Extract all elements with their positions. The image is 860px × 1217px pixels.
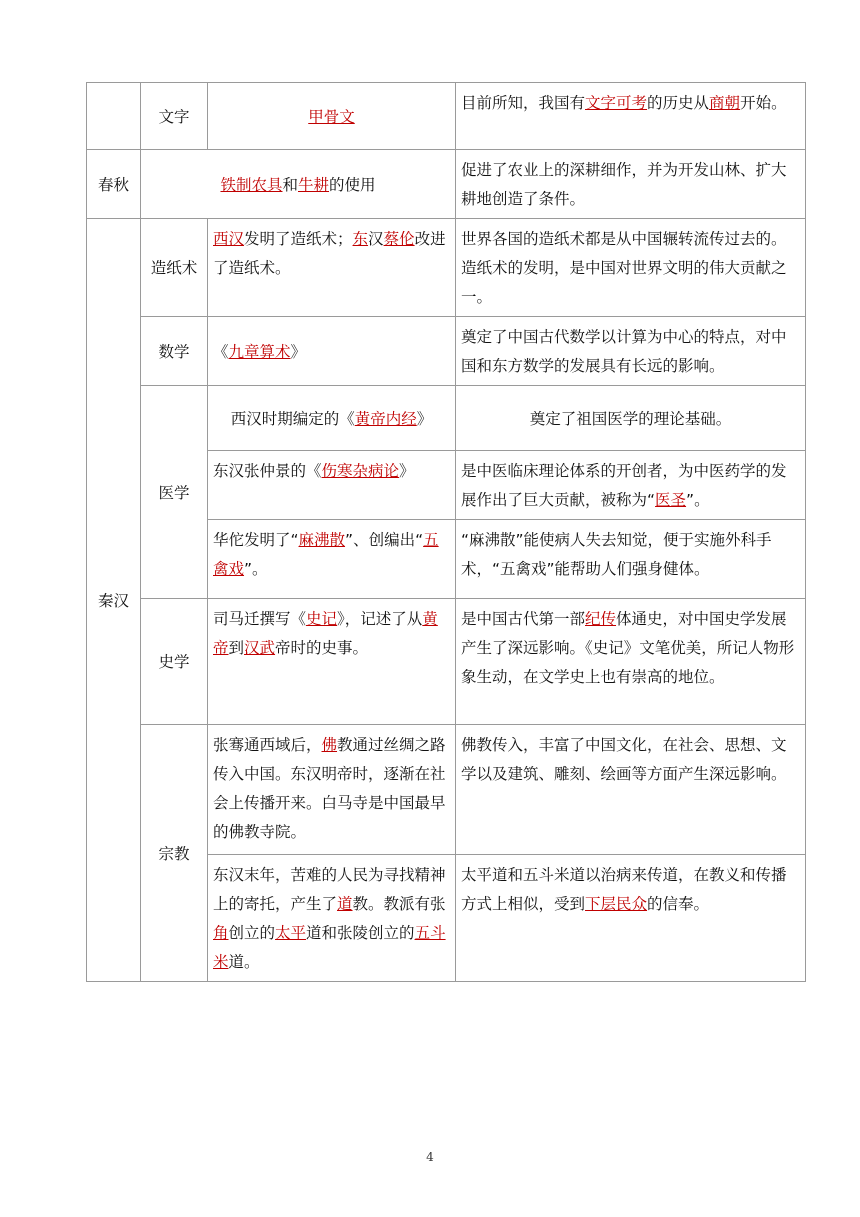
- text-span: 的历史从: [647, 94, 710, 112]
- text-span: 道。: [228, 953, 260, 971]
- text-span: 帝时的史事。: [275, 639, 369, 657]
- era-cell: 春秋: [87, 150, 141, 219]
- text-span: 东汉张仲景的《: [213, 462, 322, 480]
- text-span: 》: [399, 462, 415, 480]
- text-span: 西汉时期编定的《: [230, 409, 355, 428]
- text-span: 是中国古代第一部: [461, 610, 586, 628]
- item-cell: [208, 599, 456, 725]
- item-cell: [208, 520, 456, 599]
- text-span: 汉: [368, 230, 384, 248]
- text-span: 司马迁撰写《: [213, 610, 307, 628]
- category-cell: 医学: [141, 386, 208, 599]
- highlight-term: 道: [337, 895, 353, 913]
- highlight-term: 文字可考: [585, 94, 648, 112]
- highlight-term: 甲骨文: [308, 107, 355, 126]
- page-number: 4: [426, 1150, 434, 1164]
- text-span: 开始。: [740, 94, 787, 112]
- item-cell: [208, 386, 456, 451]
- text-span: 》: [290, 342, 307, 361]
- text-span: 的使用: [329, 175, 376, 194]
- effect-cell: 奠定了祖国医学的理论基础。: [456, 386, 806, 451]
- highlight-term: 史记: [306, 610, 338, 628]
- highlight-term: 医圣: [655, 491, 687, 509]
- text-span: 是中医临床理论体系的开创者，为中医药学的发展作出了巨大贡献，被称为“: [461, 462, 787, 509]
- highlight-term: 蔡伦: [383, 230, 415, 248]
- highlight-term: 铁制农具: [220, 175, 283, 194]
- text-span: 发明了造纸术；: [244, 230, 353, 248]
- text-span: 的信奉。: [647, 895, 710, 913]
- effect-cell: 奠定了中国古代数学以计算为中心的特点，对中国和东方数学的发展具有长远的影响。: [456, 317, 806, 386]
- text-span: 道和张陵创立的: [306, 924, 415, 942]
- table-row: [87, 219, 806, 317]
- item-cell: [208, 317, 456, 386]
- item-cell: [208, 451, 456, 520]
- effect-cell: 促进了农业上的深耕细作，并为开发山林、扩大耕地创造了条件。: [456, 150, 806, 219]
- table-row: [87, 83, 806, 150]
- text-span: 》，记述了从: [337, 610, 423, 628]
- effect-cell: 世界各国的造纸术都是从中国辗转流传过去的。造纸术的发明，是中国对世界文明的伟大贡献之一。: [456, 219, 806, 317]
- effect-cell: 佛教传入，丰富了中国文化，在社会、思想、文学以及建筑、雕刻、绘画等方面产生深远影响。: [456, 725, 806, 855]
- effect-cell: [456, 83, 806, 150]
- text-span: 改进了造纸术。: [213, 230, 446, 277]
- effect-cell: [456, 855, 806, 982]
- item-cell: [208, 83, 456, 150]
- highlight-term: 汉武: [244, 639, 276, 657]
- era-cell: 秦汉: [87, 219, 141, 982]
- text-span: ”。: [244, 560, 268, 578]
- table-row: [87, 150, 806, 219]
- item-cell: [208, 219, 456, 317]
- text-span: 》: [416, 409, 433, 428]
- text-span: 《: [213, 342, 229, 361]
- highlight-term: 牛耕: [298, 175, 330, 194]
- text-span: 到: [228, 639, 245, 657]
- text-span: 张骞通西域后，: [213, 736, 322, 754]
- highlight-term: 九章算术: [228, 342, 291, 361]
- history-table: [86, 82, 806, 982]
- category-cell: 宗教: [141, 725, 208, 982]
- highlight-term: 角: [213, 924, 229, 942]
- item-cell: [208, 725, 456, 855]
- category-cell: 文字: [141, 83, 208, 150]
- text-span: ”、创编出“: [345, 531, 424, 549]
- highlight-term: 黄帝内经: [354, 409, 417, 428]
- text-span: 目前所知，我国有: [461, 94, 586, 112]
- table-row: [87, 725, 806, 855]
- text-span: 华佗发明了“: [213, 531, 299, 549]
- highlight-term: 五斗米: [213, 924, 446, 971]
- effect-cell: [456, 451, 806, 520]
- highlight-term: 麻沸散: [298, 531, 346, 549]
- category-cell: 史学: [141, 599, 208, 725]
- text-span: 和: [282, 175, 298, 194]
- highlight-term: 五禽戏: [213, 531, 439, 578]
- effect-cell: [456, 599, 806, 725]
- highlight-term: 下层民众: [585, 895, 648, 913]
- category-cell: 造纸术: [141, 219, 208, 317]
- highlight-term: 黄帝: [213, 610, 438, 657]
- category-cell: 数学: [141, 317, 208, 386]
- item-cell: [141, 150, 456, 219]
- highlight-term: 伤寒杂病论: [321, 462, 400, 480]
- highlight-term: 纪传: [585, 610, 617, 628]
- table-row: [87, 386, 806, 451]
- highlight-term: 西汉: [213, 230, 245, 248]
- highlight-term: 太平: [275, 924, 307, 942]
- text-span: 体通史，对中国史学发展产生了深远影响。《史记》文笔优美，所记人物形象生动，在文学史上也有崇高的地位。: [461, 610, 795, 686]
- table-row: [87, 317, 806, 386]
- effect-cell: “麻沸散”能使病人失去知觉，便于实施外科手术，“五禽戏”能帮助人们强身健体。: [456, 520, 806, 599]
- table-row: [87, 599, 806, 725]
- text-span: 创立的: [228, 924, 276, 942]
- era-cell: [87, 83, 141, 150]
- text-span: 教通过丝绸之路传入中国。东汉明帝时，逐渐在社会上传播开来。白马寺是中国最早的佛教寺院。: [213, 736, 446, 841]
- text-span: 教。教派有张: [352, 895, 446, 913]
- text-span: 东汉末年，苦难的人民为寻找精神上的寄托，产生了: [213, 866, 446, 913]
- text-span: ”。: [686, 491, 710, 509]
- text-span: 太平道和五斗米道以治病来传道，在教义和传播方式上相似，受到: [461, 866, 787, 913]
- highlight-term: 东: [352, 230, 369, 248]
- item-cell: [208, 855, 456, 982]
- highlight-term: 商朝: [709, 94, 741, 112]
- highlight-term: 佛: [321, 736, 338, 754]
